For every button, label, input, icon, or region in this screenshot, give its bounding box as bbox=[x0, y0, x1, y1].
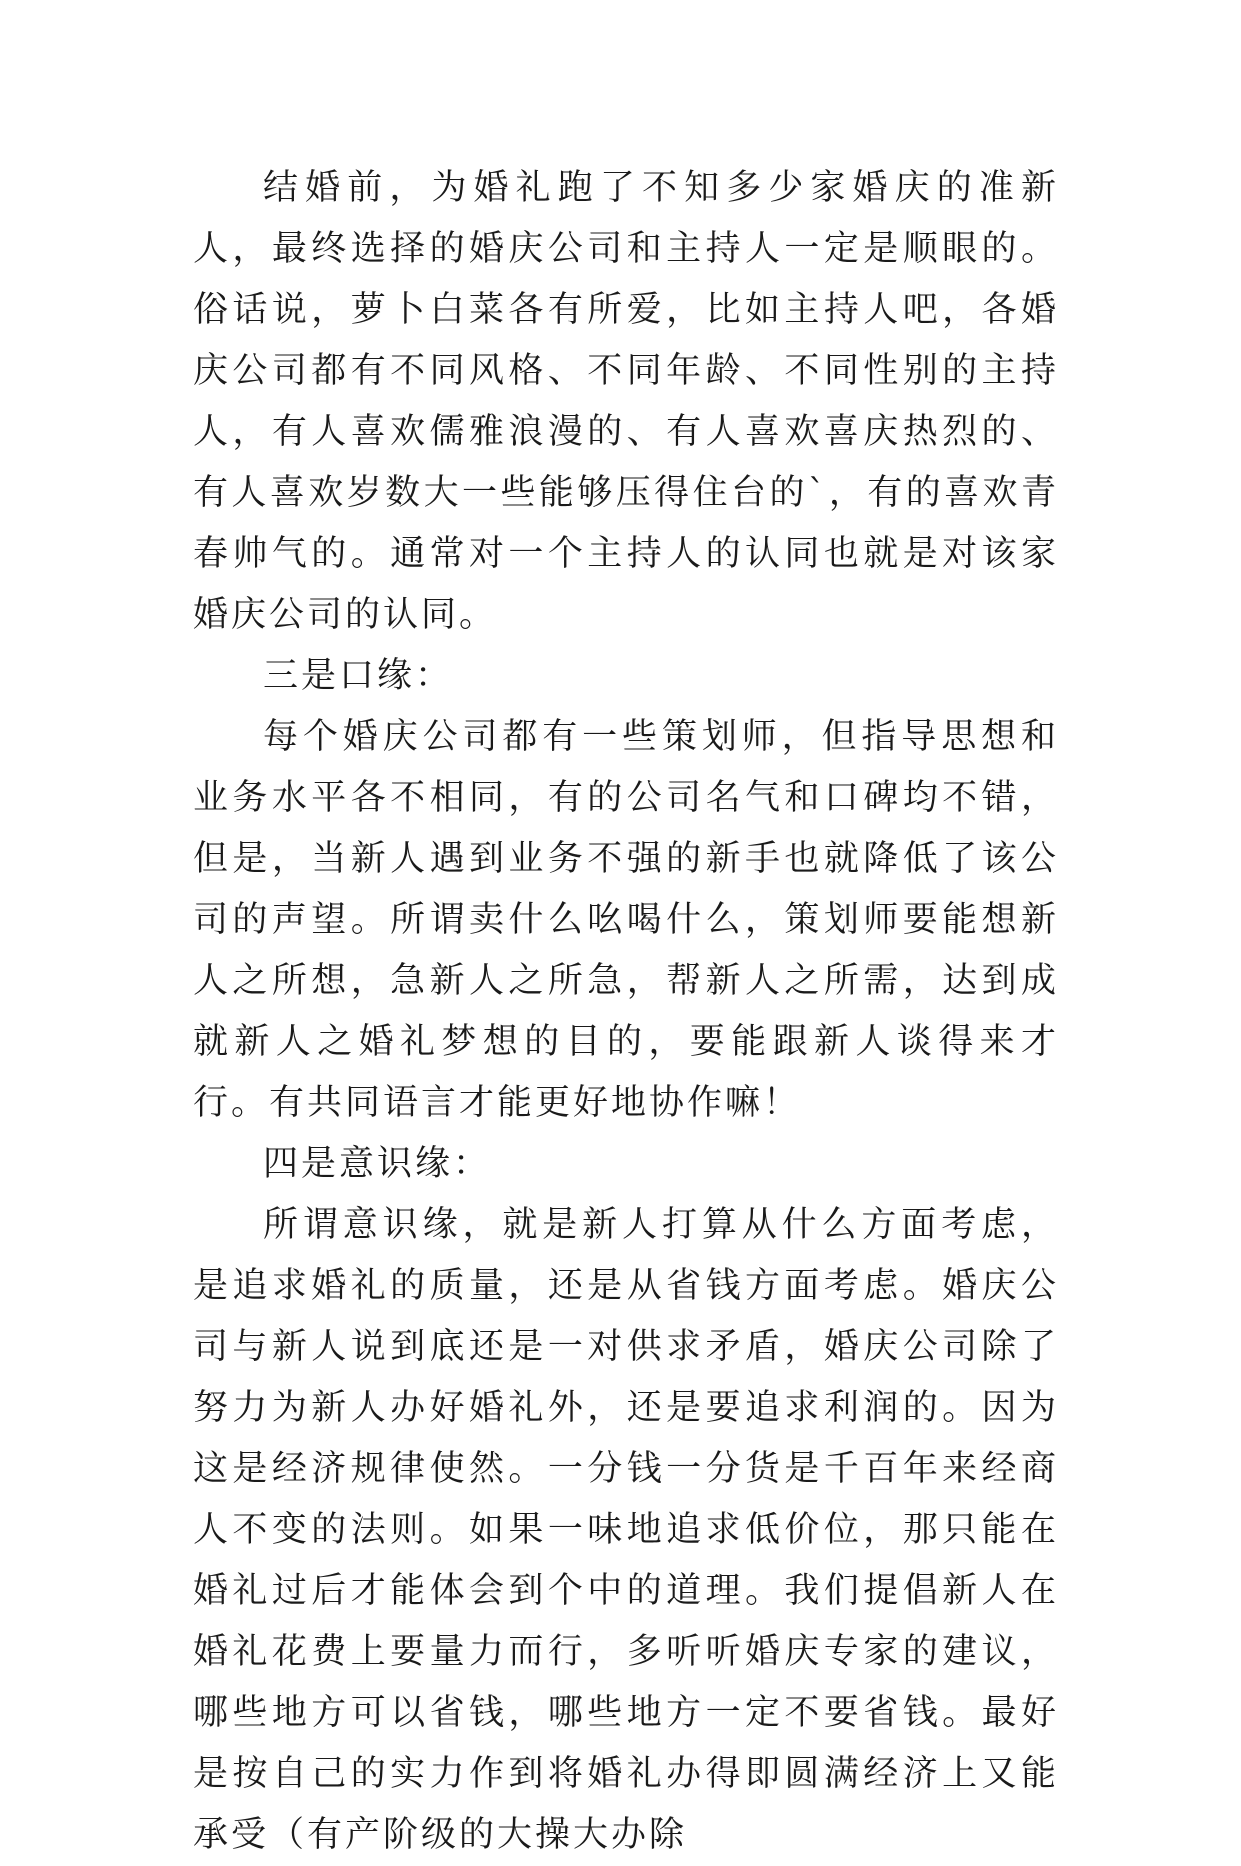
heading-verbal-affinity: 三是口缘： bbox=[263, 656, 454, 696]
paragraph-budget-mindset: 所谓意识缘，就是新人打算从什么方面考虑，是追求婚礼的质量，还是从省钱方面考虑。婚庆公司与新人说到底还是一对供求矛盾，婚庆公司除了努力为新人办好婚礼外，还是要追求利润的。因为这是经济规律使然。一分钱一分货是千百年来经商人不变的法则。如果一味地追求低价位，那只能在婚礼过后才能体会到个中的道理。我们提倡新人在婚礼花费上要量力而行，多听听婚庆专家的建议，哪些地方可以省钱，哪些地方一定不要省钱。最好是按自己的实力作到将婚礼办得即圆满经济上又能承受（有产阶级的大操大办除 bbox=[193, 1205, 1059, 1855]
heading-mindset-affinity: 四是意识缘： bbox=[263, 1144, 492, 1184]
document-body bbox=[193, 158, 1059, 1866]
paragraph-planner-communication: 每个婚庆公司都有一些策划师，但指导思想和业务水平各不相同，有的公司名气和口碑均不错，但是，当新人遇到业务不强的新手也就降低了该公司的声望。所谓卖什么吆喝什么，策划师要能想新人之所想，急新人之所急，帮新人之所需，达到成就新人之婚礼梦想的目的，要能跟新人谈得来才行。有共同语言才能更好地协作嘛！ bbox=[193, 717, 1059, 1123]
paragraph-host-preference: 结婚前，为婚礼跑了不知多少家婚庆的准新人，最终选择的婚庆公司和主持人一定是顺眼的。俗话说，萝卜白菜各有所爱，比如主持人吧，各婚庆公司都有不同风格、不同年龄、不同性别的主持人，有人喜欢儒雅浪漫的、有人喜欢喜庆热烈的、有人喜欢岁数大一些能够压得住台的`，有的喜欢青春帅气的。通常对一个主持人的认同也就是对该家婚庆公司的认同。 bbox=[193, 168, 1059, 635]
